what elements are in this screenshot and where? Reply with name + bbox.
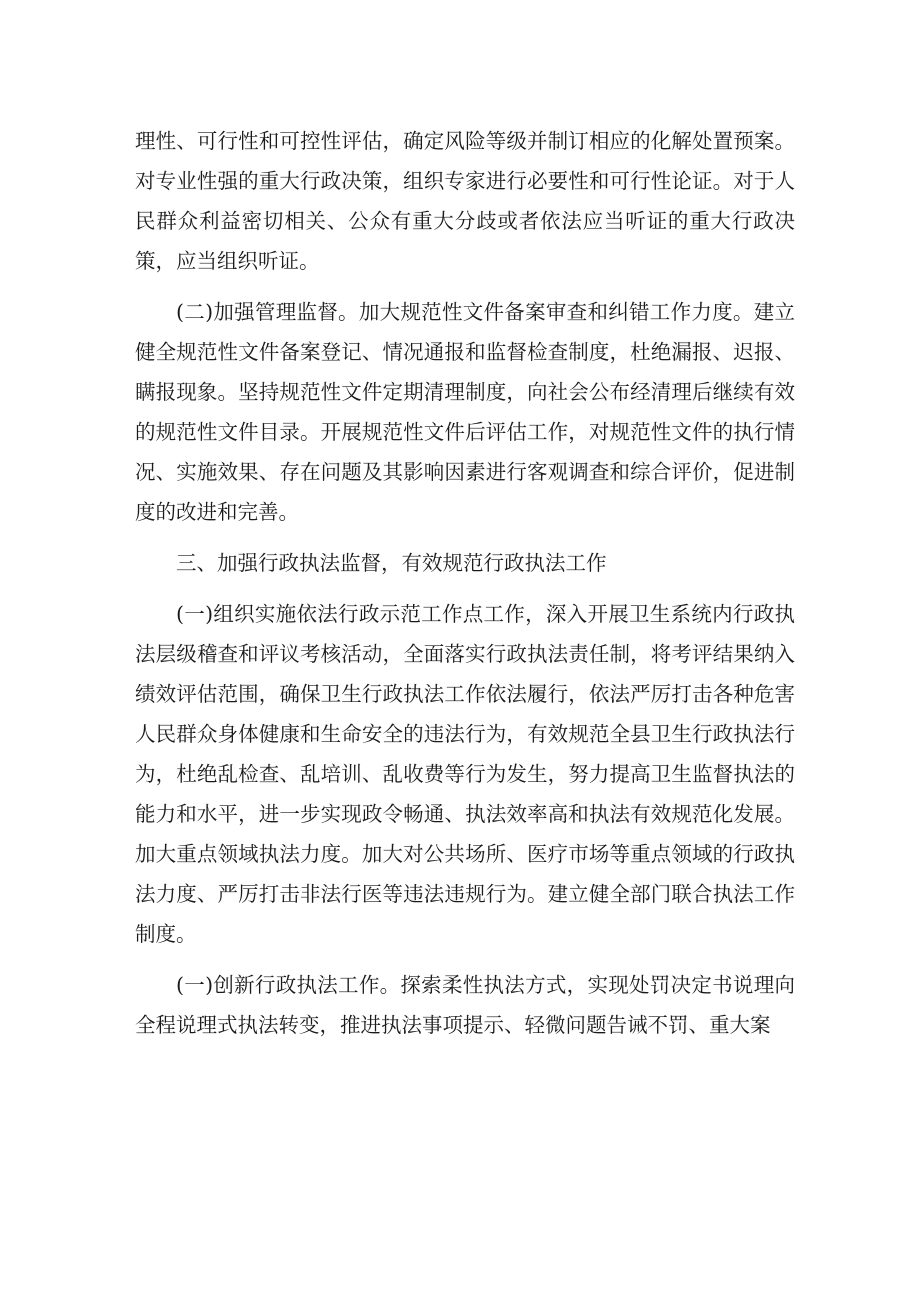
paragraph-management-supervision: (二)加强管理监督。加大规范性文件备案审查和纠错工作力度。建立健全规范性文件备案登记、情况通报和监督检查制度，杜绝漏报、迟报、瞒报现象。坚持规范性文件定期清理制度，向社会公布经清理后继续有效的规范性文件目录。开展规范性文件后评估工作，对规范性文件的执行情况、实施效果、存在问题及其影响因素进行客观调查和综合评价，促进制度的改进和完善。 (135, 300, 795, 524)
paragraph-demonstration-work: (一)组织实施依法行政示范工作点工作，深入开展卫生系统内行政执法层级稽查和评议考核活动，全面落实行政执法责任制，将考评结果纳入绩效评估范围，确保卫生行政执法工作依法履行，依法严厉打击各种危害人民群众身体健康和生命安全的违法行为，有效规范全县卫生行政执法行为，杜绝乱检查、乱培训、乱收费等行为发生，努力提高卫生监督执法的能力和水平，进一步实现政令畅通、执法效率高和执法有效规范化发展。加大重点领域执法力度。加大对公共场所、医疗市场等重点领域的行政执法力度、严厉打击非法行医等违法违规行为。建立健全部门联合执法工作制度。 (135, 602, 795, 946)
document-body (135, 121, 795, 1056)
section-heading-law-enforcement: 三、加强行政执法监督，有效规范行政执法工作 (176, 551, 607, 575)
paragraph-risk-assessment: 理性、可行性和可控性评估，确定风险等级并制订相应的化解处置预案。对专业性强的重大行政决策，组织专家进行必要性和可行性论证。对于人民群众利益密切相关、公众有重大分歧或者依法应当听证的重大行政决策，应当组织听证。 (135, 129, 795, 273)
paragraph-innovation-enforcement: (一)创新行政执法工作。探索柔性执法方式，实现处罚决定书说理向全程说理式执法转变，推进执法事项提示、轻微问题告诫不罚、重大案 (135, 973, 795, 1037)
